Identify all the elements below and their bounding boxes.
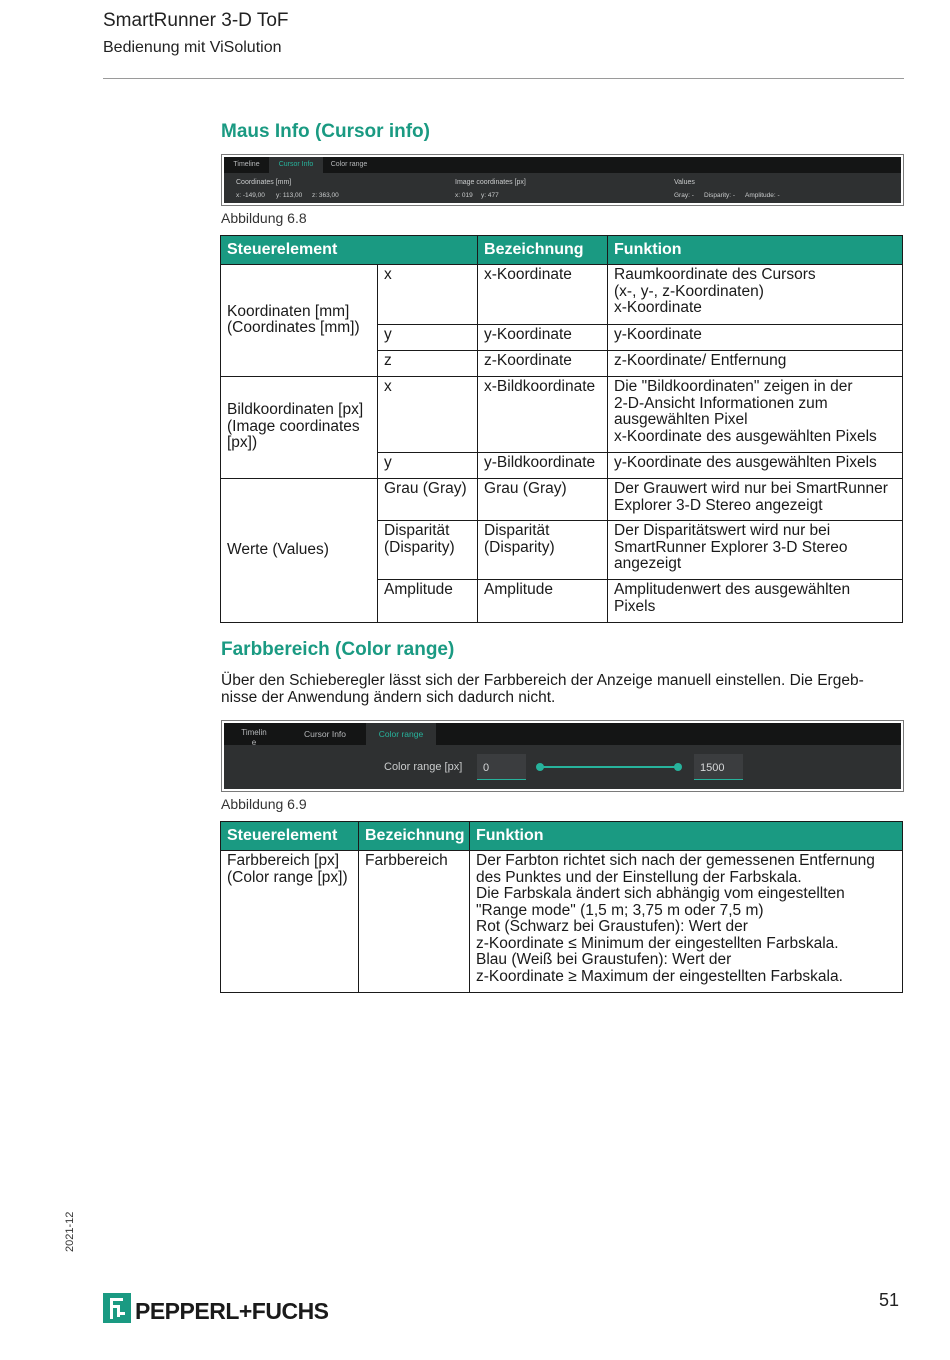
tab-timeline[interactable]: Timelin e xyxy=(241,728,267,747)
image-x-value: x: 019 xyxy=(455,192,473,199)
cell-control: x xyxy=(378,377,478,453)
cell-name: y-Bildkoordinate xyxy=(478,453,608,479)
color-range-slider-track[interactable] xyxy=(540,766,678,768)
header-function: Funktion xyxy=(470,822,903,851)
tab-bar xyxy=(224,157,901,173)
coord-x-value: x: -149,00 xyxy=(236,192,265,199)
cell-function: Der Disparitätswert wird nur bei SmartRunner Explorer 3-D Stereo angezeigt xyxy=(608,521,903,580)
color-range-screenshot xyxy=(221,720,904,792)
header-control: Steuerelement xyxy=(221,822,359,851)
group-label-values: Werte (Values) xyxy=(221,479,378,623)
cell-name: x-Koordinate xyxy=(478,265,608,325)
group-label-image-coordinates: Bildkoordinaten [px] (Image coordinates [px]) xyxy=(221,377,378,479)
logo-mark-icon xyxy=(103,1293,131,1323)
cell-control: Disparität (Disparity) xyxy=(378,521,478,580)
cell-function: Die "Bildkoordinaten" zeigen in der 2-D-Ansicht Informationen zum ausgewählten Pixel x-Koordinate des ausgewählten Pixels xyxy=(608,377,903,453)
cell-control: y xyxy=(378,453,478,479)
tab-color-range[interactable]: Color range xyxy=(366,723,436,745)
tab-cursor-info[interactable]: Cursor Info xyxy=(303,729,347,739)
cell-function: y-Koordinate des ausgewählten Pixels xyxy=(608,453,903,479)
cursor-info-table xyxy=(220,235,903,623)
cell-function: Der Farbton richtet sich nach der gemessenen Entfernung des Punktes und der Einstellung der Farbskala. Die Farbskala ändert sich abhängig vom eingestellten "Range mode" (1,5 m; 3,75 m oder 7,5 m) Rot (Schwarz bei Graustufen): Wert der z-Koordinate ≤ Minimum der eingestellten Farbskala. Blau (Weiß bei Graustufen): Wert der z-Koordinate ≥ Maximum der eingestellten Farbskala. xyxy=(470,851,903,993)
image-y-value: y: 477 xyxy=(481,192,499,199)
publication-date: 2021-12 xyxy=(64,1211,76,1252)
page-number: 51 xyxy=(879,1290,900,1310)
table-row xyxy=(221,265,903,325)
coord-z-value: z: 363,00 xyxy=(312,192,339,199)
cell-control: x xyxy=(378,265,478,325)
document-title: SmartRunner 3-D ToF xyxy=(103,10,289,31)
section-heading-color-range: Farbbereich (Color range) xyxy=(221,639,455,660)
image-coordinates-label: Image coordinates [px] xyxy=(455,179,526,186)
header-name: Bezeichnung xyxy=(359,822,470,851)
cell-name: Farbbereich xyxy=(359,851,470,993)
cell-function: y-Koordinate xyxy=(608,325,903,351)
group-label-coordinates: Koordinaten [mm] (Coordinates [mm]) xyxy=(221,265,378,377)
figure-caption-6-8: Abbildung 6.8 xyxy=(221,210,307,226)
table-row xyxy=(221,479,903,521)
cell-control: Farbbereich [px] (Color range [px]) xyxy=(221,851,359,993)
disparity-value: Disparity: - xyxy=(704,192,736,199)
color-range-description: Über den Schieberegler lässt sich der Farbbereich der Anzeige manuell einstellen. Die Ergeb- nisse der Anwendung ändern sich dadurch nicht. xyxy=(221,672,864,706)
color-range-label: Color range [px] xyxy=(384,761,463,773)
section-heading-cursor-info: Maus Info (Cursor info) xyxy=(221,121,430,142)
cell-name: Amplitude xyxy=(478,580,608,623)
coordinates-label: Coordinates [mm] xyxy=(236,179,292,186)
gray-value: Gray: - xyxy=(674,192,694,199)
cell-function: Raumkoordinate des Cursors (x-, y-, z-Koordinaten) x-Koordinate xyxy=(608,265,903,325)
cursor-info-screenshot xyxy=(221,154,904,206)
cell-control: Grau (Gray) xyxy=(378,479,478,521)
coord-y-value: y: 113,00 xyxy=(276,192,303,199)
document-subtitle: Bedienung mit ViSolution xyxy=(103,39,282,56)
values-label: Values xyxy=(674,179,695,186)
cell-name: z-Koordinate xyxy=(478,351,608,377)
table-row xyxy=(221,851,903,993)
cell-control: y xyxy=(378,325,478,351)
color-range-min-input[interactable]: 0 xyxy=(477,754,526,780)
cell-function: Der Grauwert wird nur bei SmartRunner Explorer 3-D Stereo angezeigt xyxy=(608,479,903,521)
logo-text: PEPPERL+FUCHS xyxy=(135,1298,329,1324)
cell-control: Amplitude xyxy=(378,580,478,623)
table-row xyxy=(221,377,903,453)
cell-name: Disparität (Disparity) xyxy=(478,521,608,580)
cell-function: Amplitudenwert des ausgewählten Pixels xyxy=(608,580,903,623)
color-range-table xyxy=(220,821,903,993)
cell-control: z xyxy=(378,351,478,377)
color-range-max-input[interactable]: 1500 xyxy=(694,754,743,780)
cell-function: z-Koordinate/ Entfernung xyxy=(608,351,903,377)
header-divider xyxy=(103,78,904,79)
figure-caption-6-9: Abbildung 6.9 xyxy=(221,796,307,812)
tab-cursor-info[interactable]: Cursor Info xyxy=(269,157,323,173)
tab-timeline[interactable]: Timeline xyxy=(233,161,260,168)
color-range-min-handle[interactable] xyxy=(536,763,544,771)
cell-name: y-Koordinate xyxy=(478,325,608,351)
tab-bar xyxy=(224,723,901,745)
header-function: Funktion xyxy=(608,236,903,265)
header-control: Steuerelement xyxy=(221,236,478,265)
amplitude-value: Amplitude: - xyxy=(745,192,780,199)
tab-color-range[interactable]: Color range xyxy=(330,161,368,168)
cell-name: x-Bildkoordinate xyxy=(478,377,608,453)
cell-name: Grau (Gray) xyxy=(478,479,608,521)
color-range-max-handle[interactable] xyxy=(674,763,682,771)
header-name: Bezeichnung xyxy=(478,236,608,265)
